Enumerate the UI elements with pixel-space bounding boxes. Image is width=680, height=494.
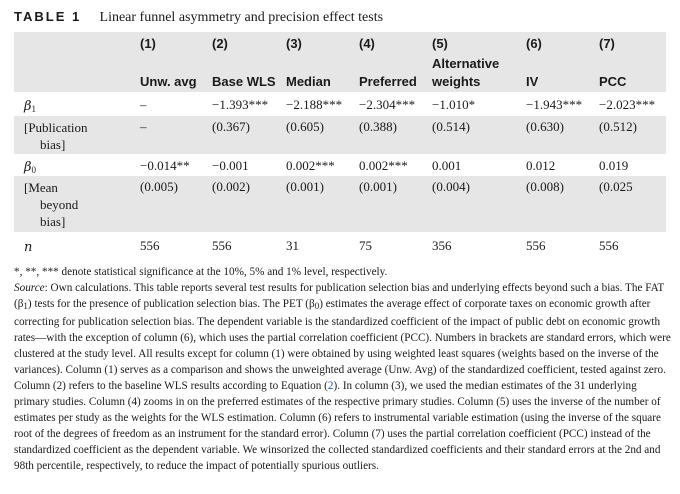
n-col-4: 75 [359, 238, 372, 253]
row-beta0 [14, 154, 666, 176]
mean-beyond-bias-label-line2: beyond [40, 197, 79, 212]
publication-bias-col-4: (0.388) [359, 119, 397, 134]
beta0-col-1: −0.014** [140, 158, 190, 173]
col-6-name: IV [526, 74, 539, 89]
publication-bias-label-line2: bias] [40, 137, 66, 152]
mean-beyond-bias-label-line1: [Mean [24, 180, 58, 195]
source-note: Source: Own calculations. This table reports several test results for publication selection bias and underlying effects beyond such a bias. The FAT $(\beta_1)$ tests for the presence of publication selection bias. The PET $(\beta_0)$ estimates the average effect of corporate taxes on economic growth after correcting for publication selection bias. The dependent variable is the standardized coefficient of the impact of public debt on economic growth rates—with the exception of column (6), which uses the partial correlation coefficient (PCC). Numbers in brackets are standard errors, which were clustered at the study level. All results except for column (1) were obtained by using weighted least squares (weights based on the inverse of the variances). Column (1) serves as a comparison and shows the unweighted average (Unw. Avg) of the standardized coefficient, tested against zero. Column (2) refers to the baseline WLS results according to Equation (2). In column (3), we used the median estimates of the 31 underlying primary studies. Column (4) zooms in on the preferred estimates of the respective primary studies. Column (5) uses the inverse of the number of estimates per study as the weights for the WLS estimation. Column (6) refers to instrumental variable estimation (using the inverse of the square root of the degrees of freedom as an instrument for the standard error). Column (7) uses the partial correlation coefficient (PCC) instead of the standardized coefficient as the dependent variable. We winsorized the collected standardized coefficients and their standard errors at the 2nd and 98th percentile, respectively, to reduce the impact of potentially spurious outliers. [14, 282, 671, 472]
col-5-number: (5) [432, 36, 448, 51]
col-5-name: weights [432, 74, 481, 89]
significance-note: *, **, *** denote statistical significance at the 10%, 5% and 1% level, respectively. [14, 266, 388, 278]
mean-beyond-bias-col-1: (0.005) [140, 179, 178, 194]
publication-bias-col-5: (0.514) [432, 119, 470, 134]
mean-beyond-bias-label-line3: bias] [40, 214, 66, 229]
publication-bias-label-line1: [Publication [24, 120, 88, 135]
mean-beyond-bias-col-6: (0.008) [526, 179, 564, 194]
n-col-1: 556 [140, 238, 160, 253]
beta0-col-4: 0.002*** [359, 158, 408, 173]
mean-beyond-bias-col-3: (0.001) [286, 179, 324, 194]
n-col-6: 556 [526, 238, 546, 253]
beta1-col-4: −2.304*** [359, 97, 416, 112]
table-title: Linear funnel asymmetry and precision effect tests [99, 10, 384, 25]
col-7-name: PCC [599, 74, 627, 89]
beta0-col-6: 0.012 [526, 158, 556, 173]
n-label: n [24, 240, 33, 255]
col-4-name: Preferred [359, 74, 417, 89]
beta0-col-5: 0.001 [432, 158, 462, 173]
beta1-col-5: −1.010* [432, 97, 476, 112]
n-col-5: 356 [432, 238, 452, 253]
beta1-col-2: −1.393*** [212, 97, 269, 112]
n-col-7: 556 [599, 238, 619, 253]
mean-beyond-bias-col-7: (0.025 [599, 179, 633, 194]
beta1-col-7: −2.023*** [599, 97, 656, 112]
publication-bias-col-6: (0.630) [526, 119, 564, 134]
col-5-name-line1: Alternative [432, 56, 500, 71]
mean-beyond-bias-col-2: (0.002) [212, 179, 250, 194]
equation-link[interactable]: 2 [327, 380, 334, 392]
beta0-col-3: 0.002*** [286, 158, 335, 173]
mean-beyond-bias-col-4: (0.001) [359, 179, 397, 194]
table-notes [14, 264, 672, 474]
beta1-col-6: −1.943*** [526, 97, 583, 112]
beta0-col-2: −0.001 [212, 158, 249, 173]
col-6-number: (6) [526, 36, 542, 51]
col-1-name: Unw. avg [140, 74, 197, 89]
mean-beyond-bias-col-5: (0.004) [432, 179, 470, 194]
beta0-col-7: 0.019 [599, 158, 629, 173]
beta1-label: $\beta_1$ [24, 99, 37, 114]
publication-bias-col-1: – [140, 119, 147, 134]
row-publication-bias [14, 116, 666, 154]
row-mean-beyond-bias [14, 176, 666, 232]
table-caption [14, 9, 383, 26]
col-7-number: (7) [599, 36, 615, 51]
table-header [14, 32, 666, 92]
source-label: Source [14, 282, 45, 294]
publication-bias-col-7: (0.512) [599, 119, 637, 134]
col-3-number: (3) [286, 36, 302, 51]
row-beta1 [14, 94, 666, 116]
publication-bias-col-3: (0.605) [286, 119, 324, 134]
beta0-label: $\beta_0$ [24, 160, 37, 175]
col-1-number: (1) [140, 36, 156, 51]
beta1-col-3: −2.188*** [286, 97, 343, 112]
n-col-3: 31 [286, 238, 299, 253]
publication-bias-col-2: (0.367) [212, 119, 250, 134]
col-4-number: (4) [359, 36, 375, 51]
col-2-name: Base WLS [212, 74, 276, 89]
beta1-col-1: – [140, 97, 147, 112]
col-3-name: Median [286, 74, 331, 89]
row-n [14, 232, 666, 258]
n-col-2: 556 [212, 238, 232, 253]
col-2-number: (2) [212, 36, 228, 51]
table-label: TABLE 1 [14, 9, 82, 24]
